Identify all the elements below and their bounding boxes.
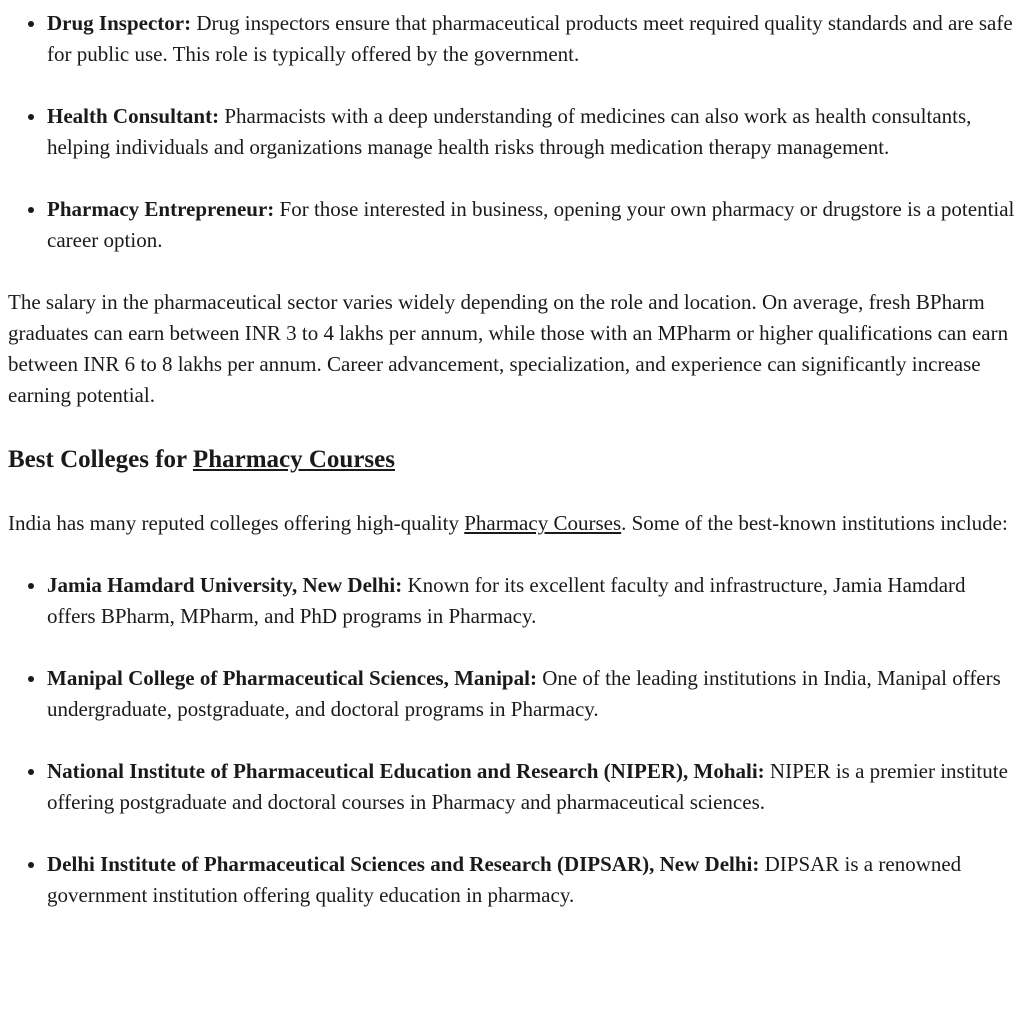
pharmacy-courses-inline-link[interactable]: Pharmacy Courses (464, 511, 622, 535)
list-item-text: Known for its excellent faculty and infrastructure, Jamia Hamdard offers BPharm, MPharm, and PhD programs in Pharmacy. (47, 573, 966, 628)
list-item-text: Pharmacists with a deep understanding of medicines can also work as health consultants, helping individuals and organizations manage health risks through medication therapy management. (47, 104, 972, 159)
list-item-title: Jamia Hamdard University, New Delhi: (47, 573, 403, 597)
heading-text: Best Colleges for (8, 446, 193, 473)
list-item-text: NIPER is a premier institute offering postgraduate and doctoral courses in Pharmacy and pharmaceutical sciences. (47, 759, 1008, 814)
intro-text: India has many reputed colleges offering high-quality (8, 511, 465, 535)
list-item (47, 8, 1016, 70)
list-item-title: Drug Inspector: (47, 11, 192, 35)
list-item-text: Drug inspectors ensure that pharmaceutical products meet required quality standards and are safe for public use. This role is typically offered by the government. (47, 11, 1013, 66)
colleges-list (8, 570, 1016, 911)
list-item (47, 849, 1016, 911)
list-item-text: DIPSAR is a renowned government institution offering quality education in pharmacy. (47, 852, 962, 907)
list-item-text: One of the leading institutions in India, Manipal offers undergraduate, postgraduate, and doctoral programs in Pharmacy. (47, 666, 1001, 721)
pharmacy-courses-heading-link[interactable]: Pharmacy Courses (192, 446, 395, 473)
salary-paragraph: The salary in the pharmaceutical sector varies widely depending on the role and location. On average, fresh BPharm graduates can earn between INR 3 to 4 lakhs per annum, while those with an MPharm or higher qualifications can earn between INR 6 to 8 lakhs per annum. Career advancement, specialization, and experience can significantly increase earning potential. (8, 290, 1009, 407)
list-item (47, 194, 1016, 256)
list-item (47, 101, 1016, 163)
intro-text-end: . Some of the best-known institutions include: (621, 511, 1008, 535)
section-heading-best-colleges (8, 444, 1016, 475)
list-item-title: National Institute of Pharmaceutical Education and Research (NIPER), Mohali: (47, 759, 765, 783)
list-item-title: Delhi Institute of Pharmaceutical Sciences and Research (DIPSAR), New Delhi: (47, 852, 760, 876)
list-item-title: Health Consultant: (47, 104, 220, 128)
list-item-text: For those interested in business, opening your own pharmacy or drugstore is a potential career option. (47, 197, 1015, 252)
list-item (47, 756, 1016, 818)
list-item (47, 663, 1016, 725)
list-item-title: Manipal College of Pharmaceutical Sciences, Manipal: (47, 666, 537, 690)
career-options-list (8, 8, 1016, 256)
list-item-title: Pharmacy Entrepreneur: (47, 197, 275, 221)
colleges-intro-paragraph (8, 508, 1016, 539)
list-item (47, 570, 1016, 632)
